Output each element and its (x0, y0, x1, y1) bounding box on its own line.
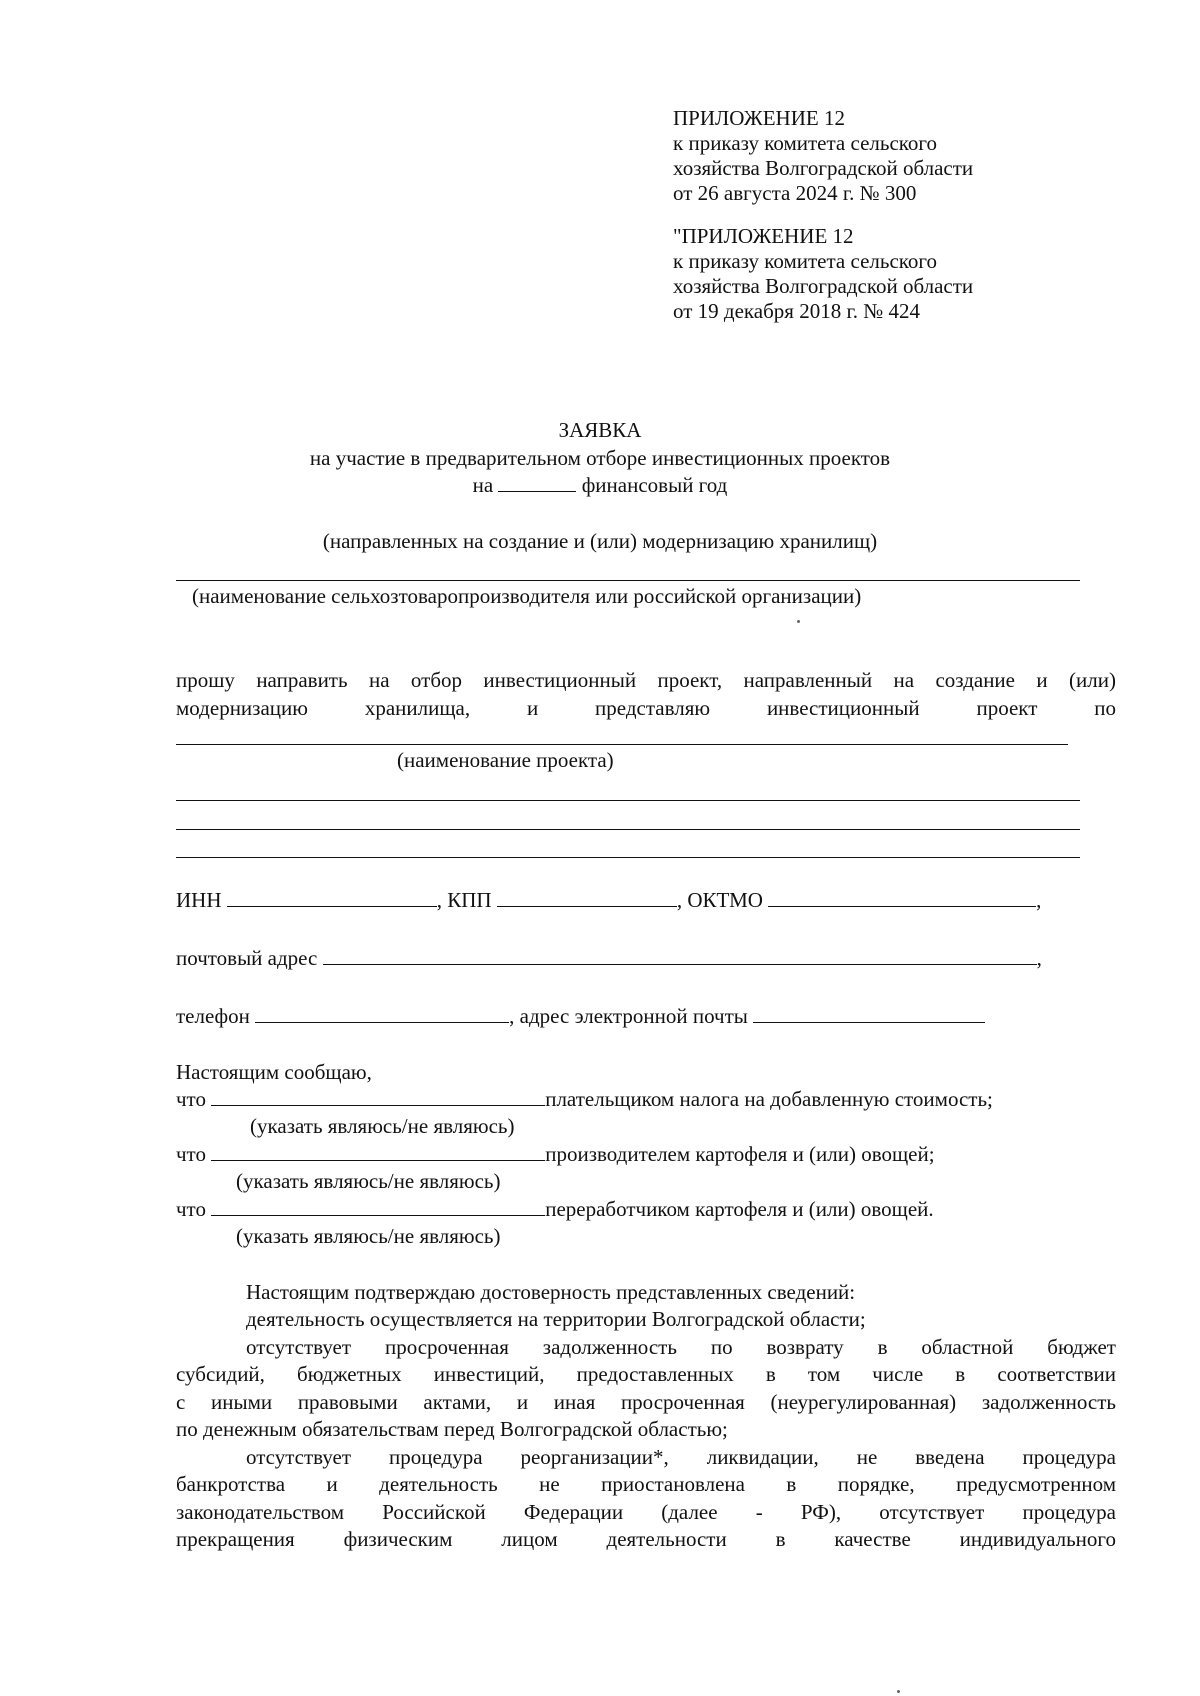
oktmo-trailing-comma: , (1036, 888, 1042, 912)
organization-caption: (наименование сельхозтоваропроизводителя или российской организации) (192, 584, 862, 608)
confirmation-reorg-line-2: банкротства и деятельность не приостановлена в порядке, предусмотренном (176, 1472, 1116, 1496)
organization-name-field[interactable] (176, 580, 1080, 581)
statement-vat-that: что (176, 1087, 206, 1111)
tax-ids-row (176, 888, 1041, 913)
confirmation-debt-line-4: по денежным обязательствам перед Волгоградской областью; (176, 1417, 728, 1441)
document-heading: ЗАЯВКА (558, 418, 642, 442)
confirmation-reorg-line-1: отсутствует процедура реорганизации*, ликвидации, не введена процедура (246, 1445, 1116, 1469)
statement-processor-hint: (указать являюсь/не являюсь) (236, 1224, 501, 1248)
statement-producer-text: производителем картофеля и (или) овощей; (545, 1142, 935, 1166)
oktmo-field[interactable] (768, 888, 1036, 907)
confirmation-debt-line-2: субсидий, бюджетных инвестиций, предоставленных в том числе в соответствии (176, 1362, 1116, 1386)
financial-year-field[interactable] (498, 473, 576, 492)
appendix-original-line-3: хозяйства Волгоградской области (673, 274, 974, 298)
kpp-field[interactable] (497, 888, 677, 907)
producer-status-field[interactable] (211, 1142, 545, 1161)
processor-status-field[interactable] (211, 1197, 545, 1216)
confirmation-debt-line-1: отсутствует просроченная задолженность по возврату в областной бюджет (246, 1335, 1116, 1359)
phone-field[interactable] (255, 1004, 509, 1023)
project-name-continuation-1[interactable] (176, 800, 1080, 801)
postal-trailing-comma: , (1036, 946, 1042, 970)
statement-producer (176, 1142, 935, 1167)
appendix-current-line-1: ПРИЛОЖЕНИЕ 12 (673, 106, 845, 130)
statement-vat-hint: (указать являюсь/не являюсь) (250, 1114, 515, 1138)
document-title-line-2 (0, 473, 1200, 498)
confirmation-intro: Настоящим подтверждаю достоверность представленных сведений: (246, 1280, 856, 1304)
title-year-suffix: финансовый год (581, 473, 728, 497)
email-field[interactable] (753, 1004, 985, 1023)
postal-address-row (176, 946, 1042, 971)
request-line-1: прошу направить на отбор инвестиционный проект, направленный на создание и (или) (176, 668, 1116, 692)
confirmation-reorg-line-4: прекращения физическим лицом деятельности в качестве индивидуального (176, 1527, 1116, 1551)
inn-label: ИНН (176, 888, 222, 912)
postal-address-field[interactable] (323, 946, 1037, 965)
title-year-prefix: на (472, 473, 494, 497)
appendix-original-line-4: от 19 декабря 2018 г. № 424 (673, 299, 920, 323)
contacts-row (176, 1004, 985, 1029)
appendix-original-line-1: "ПРИЛОЖЕНИЕ 12 (673, 224, 854, 248)
project-name-field[interactable] (176, 744, 1068, 745)
scan-speck (797, 620, 800, 623)
project-name-continuation-3[interactable] (176, 857, 1080, 858)
inn-field[interactable] (227, 888, 437, 907)
oktmo-label: , ОКТМО (676, 888, 763, 912)
statement-producer-that: что (176, 1142, 206, 1166)
appendix-header-current (673, 106, 973, 206)
appendix-current-line-3: хозяйства Волгоградской области (673, 156, 974, 180)
appendix-current-line-2: к приказу комитета сельского (673, 131, 938, 155)
appendix-original-line-2: к приказу комитета сельского (673, 249, 938, 273)
statements-intro: Настоящим сообщаю, (176, 1060, 372, 1084)
request-line-2: модернизацию хранилища, и представляю инвестиционный проект по (176, 696, 1116, 720)
phone-label: телефон (176, 1004, 250, 1028)
confirmation-reorg-line-3: законодательством Российской Федерации (далее - РФ), отсутствует процедура (176, 1500, 1116, 1524)
project-caption: (наименование проекта) (397, 748, 614, 772)
kpp-label: , КПП (436, 888, 492, 912)
document-title-line-1: на участие в предварительном отборе инвестиционных проектов (309, 446, 891, 470)
statement-producer-hint: (указать являюсь/не являюсь) (236, 1169, 501, 1193)
confirmation-territory: деятельность осуществляется на территории Волгоградской области; (246, 1307, 866, 1331)
postal-address-label: почтовый адрес (176, 946, 318, 970)
appendix-current-line-4: от 26 августа 2024 г. № 300 (673, 181, 917, 205)
scan-speck-bottom (897, 1690, 900, 1693)
email-label: , адрес электронной почты (509, 1004, 748, 1028)
statement-vat-text: плательщиком налога на добавленную стоимость; (545, 1087, 993, 1111)
statement-processor-that: что (176, 1197, 206, 1221)
project-name-continuation-2[interactable] (176, 829, 1080, 830)
confirmation-debt-line-3: с иными правовыми актами, и иная просроченная (неурегулированная) задолженность (176, 1390, 1116, 1414)
appendix-header-original (673, 224, 973, 324)
vat-status-field[interactable] (211, 1087, 545, 1106)
statement-vat (176, 1087, 993, 1112)
document-subtitle: (направленных на создание и (или) модернизацию хранилищ) (322, 529, 878, 553)
statement-processor (176, 1197, 934, 1222)
statement-processor-text: переработчиком картофеля и (или) овощей. (545, 1197, 934, 1221)
